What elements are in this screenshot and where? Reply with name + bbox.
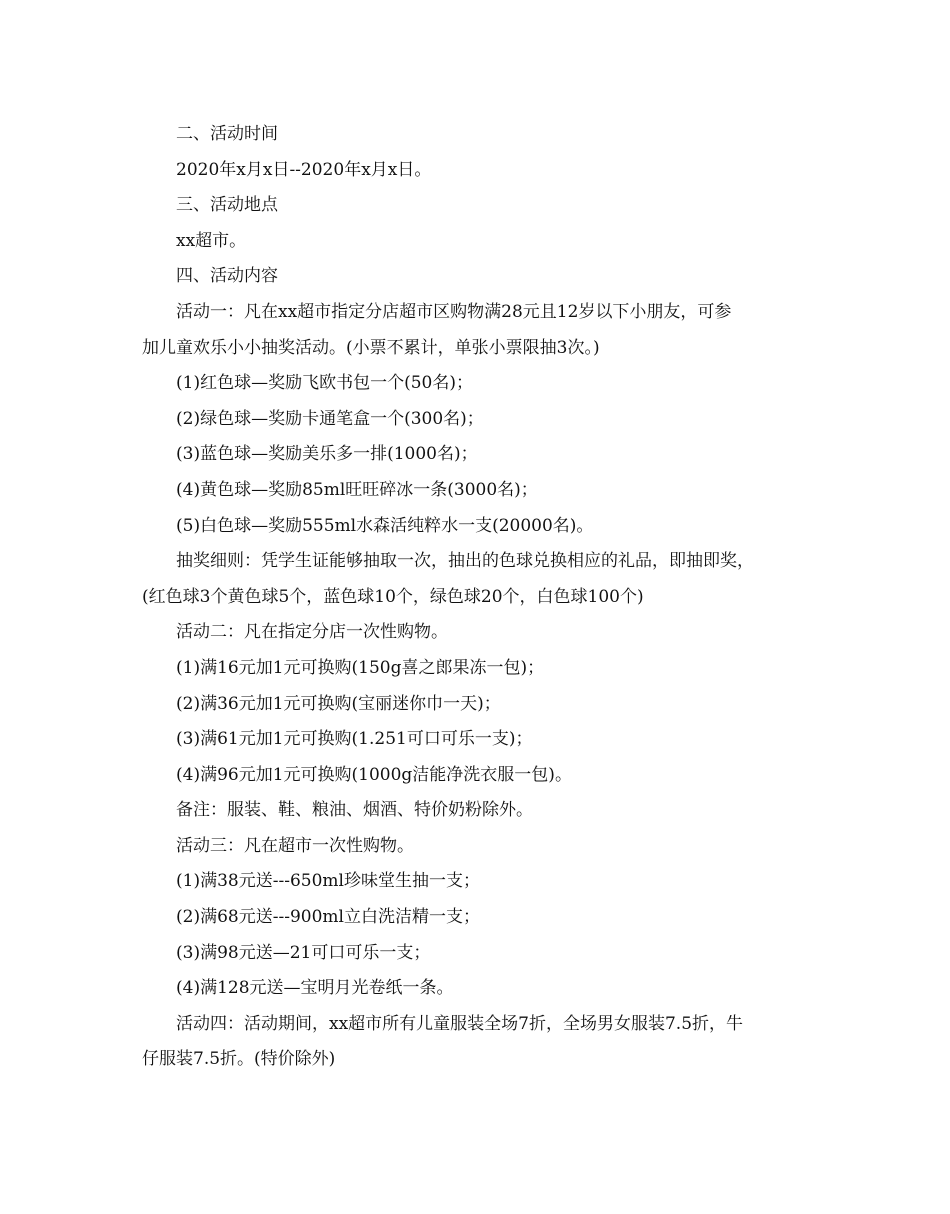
paragraph-activity-four: 活动四：活动期间，xx超市所有儿童服装全场7折，全场男女服装7.5折，牛	[176, 1013, 744, 1034]
list-item: (2)满36元加1元可换购(宝丽迷你巾一天)；	[176, 693, 501, 714]
list-item: (1)满38元送---650ml珍味堂生抽一支；	[176, 871, 480, 892]
paragraph-location: xx超市。	[176, 230, 247, 251]
list-item: (1)红色球—奖励飞欧书包一个(50名)；	[176, 373, 473, 394]
section-heading-time: 二、活动时间	[176, 124, 278, 144]
paragraph-activity-one-cont: 加儿童欢乐小小抽奖活动。(小票不累计，单张小票限抽3次。)	[142, 337, 600, 358]
list-item: (3)满98元送—21可口可乐一支；	[176, 942, 431, 963]
paragraph-activity-three: 活动三：凡在超市一次性购物。	[176, 835, 414, 856]
document-body	[138, 117, 818, 1078]
paragraph-activity-four-cont: 仔服装7.5折。(特价除外)	[142, 1049, 336, 1070]
paragraph-activity-one: 活动一：凡在xx超市指定分店超市区购物满28元且12岁以下小朋友，可参	[176, 301, 732, 322]
list-item: (4)黄色球—奖励85ml旺旺碎冰一条(3000名)；	[176, 479, 538, 500]
paragraph-activity-two: 活动二：凡在指定分店一次性购物。	[176, 622, 448, 643]
paragraph-draw-rules-cont: (红色球3个黄色球5个，蓝色球10个，绿色球20个，白色球100个)	[142, 586, 644, 607]
section-heading-content: 四、活动内容	[176, 266, 278, 287]
list-item: (3)满61元加1元可换购(1.251可口可乐一支)；	[176, 729, 533, 750]
list-item: (1)满16元加1元可换购(150g喜之郎果冻一包)；	[176, 657, 545, 678]
list-item: (2)绿色球—奖励卡通笔盒一个(300名)；	[176, 408, 484, 429]
list-item: (4)满128元送—宝明月光卷纸一条。	[176, 978, 454, 999]
list-item: (5)白色球—奖励555ml水森活纯粹水一支(20000名)。	[176, 515, 594, 536]
section-heading-location: 三、活动地点	[176, 195, 278, 216]
list-item: (2)满68元送---900ml立白洗洁精一支；	[176, 907, 480, 928]
paragraph-note: 备注：服装、鞋、粮油、烟酒、特价奶粉除外。	[176, 800, 533, 821]
paragraph-time: 2020年x月x日--2020年x月x日。	[176, 159, 432, 180]
list-item: (4)满96元加1元可换购(1000g洁能净洗衣服一包)。	[176, 764, 572, 785]
list-item: (3)蓝色球—奖励美乐多一排(1000名)；	[176, 444, 478, 465]
paragraph-draw-rules: 抽奖细则：凭学生证能够抽取一次，抽出的色球兑换相应的礼品，即抽即奖，	[176, 551, 754, 572]
